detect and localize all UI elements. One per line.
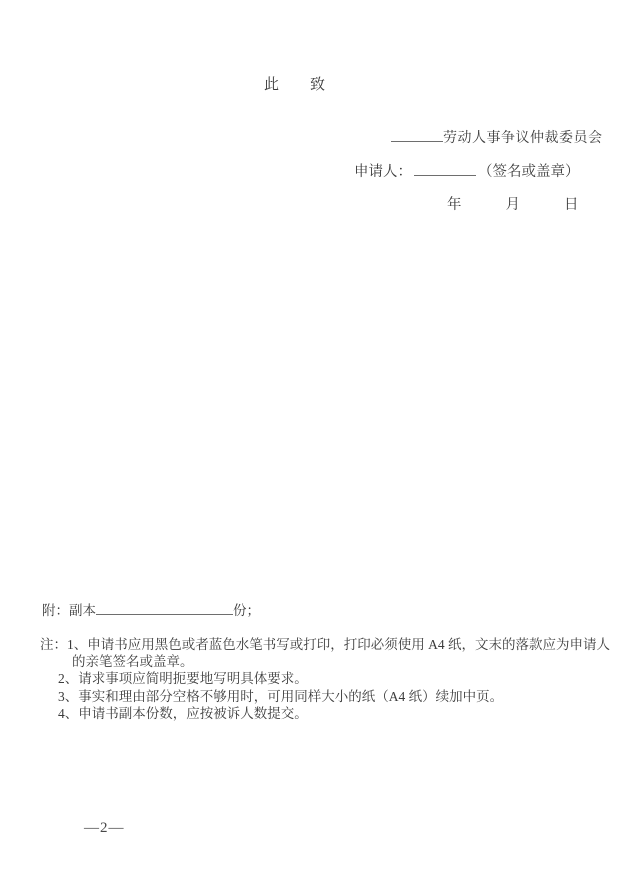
notes-section: [40, 636, 610, 722]
note-item-3-text: 事实和理由部分空格不够用时，可用同样大小的纸（A4 纸）续加中页。: [78, 688, 504, 704]
applicant-blank-underline: [414, 162, 476, 176]
date-year-label: 年: [447, 197, 462, 213]
note-item-1-text-continued: 的亲笔签名或盖章。: [72, 654, 194, 670]
committee-line: [391, 127, 603, 147]
committee-name: 劳动人事争议仲裁委员会: [443, 131, 603, 146]
page-number: —2—: [84, 820, 125, 836]
note-item-1-number: 1、: [67, 637, 88, 652]
closing-char-zhi: 致: [310, 77, 326, 93]
note-item-4-number: 4、: [58, 705, 79, 721]
applicant-seal-note: （签名或盖章）: [478, 164, 580, 180]
note-item-2: [58, 670, 610, 687]
date-day-label: 日: [564, 197, 579, 213]
applicant-label: 申请人：: [354, 164, 412, 180]
note-item-2-text: 请求事项应简明扼要地写明具体要求。: [78, 671, 308, 687]
applicant-line: [354, 160, 580, 181]
note-item-1-line-2: [72, 653, 610, 670]
note-item-3: [58, 688, 610, 705]
notes-label: 注：: [40, 637, 67, 652]
note-item-4-text: 申请书副本份数，应按被诉人数提交。: [78, 705, 308, 721]
committee-blank-underline: [391, 128, 443, 142]
closing-char-ci: 此: [264, 77, 280, 93]
attachment-blank-underline: [96, 601, 233, 615]
date-month-label: 月: [505, 197, 520, 213]
attachment-label: 附：副本: [42, 603, 96, 618]
closing-line: [264, 73, 325, 94]
note-item-1-line-1: [40, 636, 610, 653]
note-item-3-number: 3、: [58, 688, 79, 704]
attachment-suffix: 份；: [233, 603, 260, 618]
note-item-1-text: 申请书应用黑色或者蓝色水笔书写或打印，打印必须使用 A4 纸，文末的落款应为申请人: [87, 637, 610, 652]
note-item-2-number: 2、: [58, 671, 79, 687]
note-item-4: [58, 705, 610, 722]
date-line: [447, 193, 579, 214]
attachment-line: [42, 599, 260, 619]
